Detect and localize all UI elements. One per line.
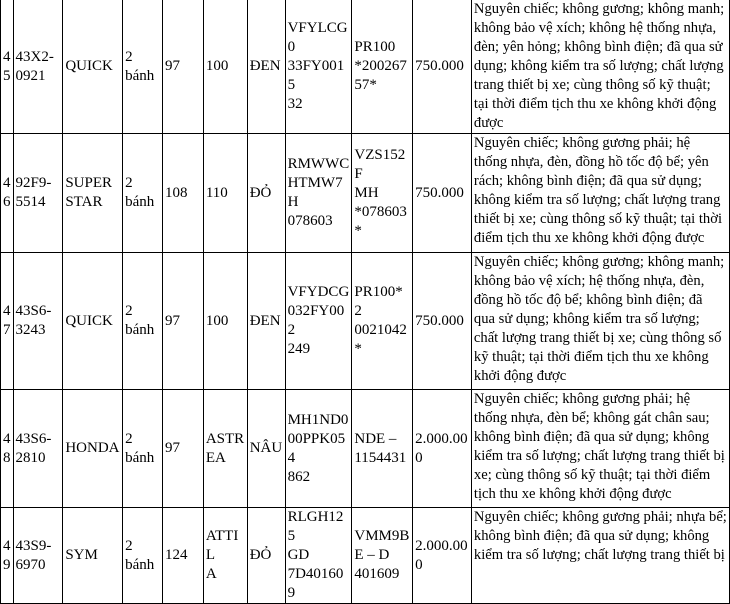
frame-number: RMWWC HTMW7H 078603 [285,134,352,253]
color: ĐỎ [247,508,285,604]
license-plate: 43S6- 3243 [13,253,63,390]
wheel-count: 2 bánh [123,0,163,134]
price: 750.000 [413,134,472,253]
frame-number: VFYLCG0 33FY0015 32 [285,0,352,134]
wheel-count: 2 bánh [123,508,163,604]
model: ATTIL A [203,508,247,604]
frame-number: VFYDCG 032FY002 249 [285,253,352,390]
license-plate: 43S6- 2810 [13,390,63,508]
table-row [1,253,730,390]
license-plate: 43X2- 0921 [13,0,63,134]
table-row [1,508,730,604]
wheel-count: 2 bánh [123,390,163,508]
engine-capacity: 97 [162,0,203,134]
engine-capacity: 108 [162,134,203,253]
frame-number: MH1ND0 00PPK054 862 [285,390,352,508]
engine-number: PR100 *200267 57* [352,0,413,134]
engine-number: NDE – 1154431 [352,390,413,508]
license-plate: 92F9- 5514 [13,134,63,253]
price: 2.000.00 0 [413,390,472,508]
color: NÂU [247,390,285,508]
engine-capacity: 97 [162,390,203,508]
table-body [1,0,730,604]
brand: QUICK [63,253,123,390]
row-number: 4 5 [1,0,14,134]
row-number: 4 7 [1,253,14,390]
model: 100 [203,253,247,390]
brand: QUICK [63,0,123,134]
condition-note: Nguyên chiếc; không gương phải; hệ thống nhựa, đèn bể; không gát chân sau; không bình điện; đã qua sử dụng; không kiểm tra số lượng; chất lượng trang thiết bị xe; cùng thông số kỹ thuật; tại thời điểm tịch thu xe không khởi động được [471,390,729,508]
price: 750.000 [413,253,472,390]
row-number: 4 8 [1,390,14,508]
engine-capacity: 97 [162,253,203,390]
table-row [1,0,730,134]
table-row [1,134,730,253]
row-number: 4 6 [1,134,14,253]
model: ASTR EA [203,390,247,508]
engine-number: VMM9B E – D 401609 [352,508,413,604]
condition-note: Nguyên chiếc; không gương phải; hệ thống nhựa, đèn, đồng hồ tốc độ bể; yên rách; không bình điện; đã qua sử dụng; không kiểm tra số lượng; chất lượng trang thiết bị xe; cùng thông số kỹ thuật; tại thời điểm tịch thu xe không khởi động được [471,134,729,253]
engine-capacity: 124 [162,508,203,604]
condition-note: Nguyên chiếc; không gương phải; nhựa bể; không bình điện; đã qua sử dụng; không kiểm tra số lượng; chất lượng trang thiết bị [471,508,729,604]
brand: HONDA [63,390,123,508]
wheel-count: 2 bánh [123,253,163,390]
color: ĐỎ [247,134,285,253]
engine-number: PR100*2 0021042 * [352,253,413,390]
price: 750.000 [413,0,472,134]
condition-note: Nguyên chiếc; không gương; không manh; không bảo vệ xích; hệ thống nhựa, đèn, đồng hồ tốc độ bể; không bình điện; đã qua sử dụng; không kiểm tra số lượng; chất lượng trang thiết bị xe; cùng thông số kỹ thuật; tại thời điểm tịch thu xe không khởi động được [471,253,729,390]
model: 100 [203,0,247,134]
engine-number: VZS152F MH *078603 * [352,134,413,253]
price: 2.000.00 0 [413,508,472,604]
brand: SYM [63,508,123,604]
table-row [1,390,730,508]
condition-note: Nguyên chiếc; không gương; không manh; không bảo vệ xích; không hệ thống nhựa, đèn; yên hỏng; không bình điện; đã qua sử dụng; không kiểm tra số lượng; chất lượng trang thiết bị xe; cùng thông số kỹ thuật; tại thời điểm tịch thu xe không khởi động được [471,0,729,134]
color: ĐEN [247,253,285,390]
color: ĐEN [247,0,285,134]
wheel-count: 2 bánh [123,134,163,253]
frame-number: RLGH125 GD 7D401609 [285,508,352,604]
model: 110 [203,134,247,253]
row-number: 4 9 [1,508,14,604]
license-plate: 43S9- 6970 [13,508,63,604]
brand: SUPER STAR [63,134,123,253]
